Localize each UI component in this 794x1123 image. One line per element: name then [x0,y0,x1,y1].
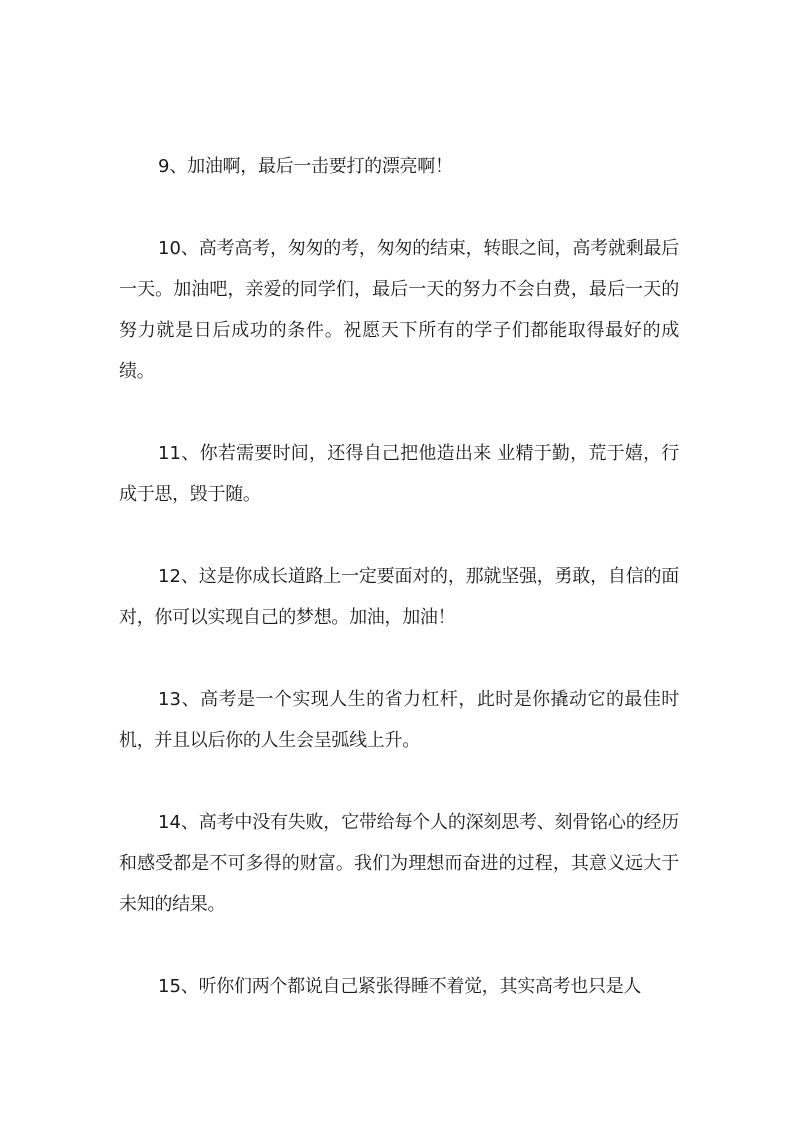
paragraph-text: 、听你们两个都说自己紧张得睡不着觉，其实高考也只是人 [180,976,642,997]
paragraph-12 [119,556,679,638]
paragraph-9 [119,146,679,187]
paragraph-15 [119,966,679,1007]
paragraph-text: 、加油啊，最后一击要打的漂亮啊！ [169,156,453,177]
paragraph-text: 、高考中没有失败，它带给每个人的深刻思考、刻骨铭心的经历和感受都是不可多得的财富。我们为理想而奋进的过程，其意义远大于未知的结果。 [119,812,679,915]
paragraph-number: 10 [158,238,181,259]
paragraph-14 [119,802,679,925]
paragraph-10 [119,228,679,392]
paragraph-number: 13 [158,689,181,710]
paragraph-number: 9 [158,156,170,177]
document-body [119,146,679,1048]
paragraph-number: 11 [158,443,181,464]
paragraph-11 [119,433,679,515]
paragraph-text: 、高考是一个实现人生的省力杠杆，此时是你撬动它的最佳时机，并且以后你的人生会呈弧线上升。 [119,689,679,751]
paragraph-text: 、这是你成长道路上一定要面对的，那就坚强，勇敢，自信的面对，你可以实现自己的梦想。加油，加油！ [119,566,679,628]
paragraph-13 [119,679,679,761]
paragraph-number: 12 [158,566,181,587]
paragraph-number: 15 [158,976,181,997]
paragraph-text: 、你若需要时间，还得自己把他造出来 业精于勤，荒于嬉，行成于思，毁于随。 [119,443,679,505]
paragraph-text: 、高考高考，匆匆的考，匆匆的结束，转眼之间，高考就剩最后一天。加油吧，亲爱的同学们，最后一天的努力不会白费，最后一天的努力就是日后成功的条件。祝愿天下所有的学子们都能取得最好的成绩。 [119,238,679,382]
paragraph-number: 14 [158,812,181,833]
